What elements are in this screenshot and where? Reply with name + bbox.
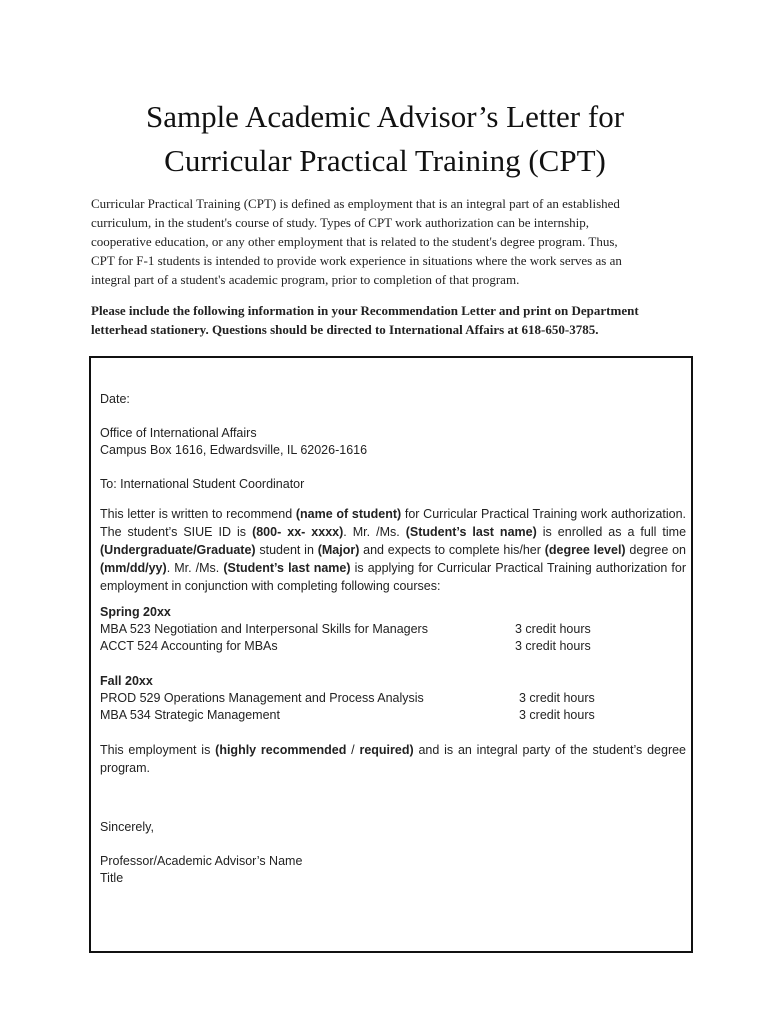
- address-line-2: Campus Box 1616, Edwardsville, IL 62026-1616: [100, 443, 368, 457]
- title-line-1: Sample Academic Advisor’s Letter for: [145, 99, 625, 134]
- course-credits: 3 credit hours: [515, 622, 591, 636]
- body-text: student in: [255, 543, 318, 557]
- placeholder-last-name: (Student’s last name): [223, 561, 351, 575]
- placeholder-last-name: (Student’s last name): [405, 525, 537, 539]
- body-text: and is an integral party of the student’s degree program.: [100, 743, 687, 775]
- course-credits: 3 credit hours: [519, 691, 595, 705]
- course-row: [100, 690, 620, 707]
- instruction-line-1: Please include the following information in your Recommendation Letter and print on Department: [91, 303, 639, 318]
- placeholder-major: (Major): [317, 543, 360, 557]
- body-text: and expects to complete his/her: [359, 543, 545, 557]
- signature-block: [100, 853, 302, 887]
- body-text: is applying for Curricular Practical Training authorization for employment in conjunction with completing following courses:: [100, 561, 687, 593]
- course-row: [100, 621, 620, 638]
- term-block-fall: [100, 673, 620, 724]
- intro-line: curriculum, in the student's course of study. Types of CPT work authorization can be internship,: [91, 215, 589, 230]
- placeholder-student-name: (name of student): [295, 507, 402, 521]
- body-text: This letter is written to recommend: [100, 507, 296, 521]
- course-name: MBA 534 Strategic Management: [100, 708, 280, 722]
- to-line: To: International Student Coordinator: [100, 477, 305, 491]
- signer-title: Title: [100, 871, 124, 885]
- placeholder-recommended: (highly recommended: [215, 743, 347, 757]
- placeholder-required: required): [359, 743, 414, 757]
- course-row: [100, 638, 620, 655]
- intro-line: Curricular Practical Training (CPT) is defined as employment that is an integral part of an established: [91, 196, 620, 211]
- course-name: ACCT 524 Accounting for MBAs: [100, 639, 278, 653]
- placeholder-degree-level: (degree level): [544, 543, 626, 557]
- closing-sincerely: Sincerely,: [100, 820, 154, 834]
- term-heading: Spring 20xx: [100, 605, 171, 619]
- date-label: Date:: [100, 392, 130, 406]
- placeholder-level: (Undergraduate/Graduate): [100, 543, 256, 557]
- document-title: [0, 95, 770, 183]
- course-row: [100, 707, 620, 724]
- course-credits: 3 credit hours: [519, 708, 595, 722]
- intro-line: cooperative education, or any other employment that is related to the student's degree program. Thus,: [91, 234, 618, 249]
- intro-paragraph: [91, 194, 681, 289]
- body-text: for Curricular Practical Training work authorization. The student’s SIUE ID is: [100, 507, 686, 539]
- signer-name: Professor/Academic Advisor’s Name: [100, 854, 303, 868]
- term-block-spring: [100, 604, 620, 655]
- body-text: . Mr. /Ms.: [343, 525, 406, 539]
- address-line-1: Office of International Affairs: [100, 426, 257, 440]
- title-line-2: Curricular Practical Training (CPT): [164, 143, 606, 178]
- placeholder-date: (mm/dd/yy): [100, 561, 167, 575]
- body-text: is enrolled as a full time: [536, 525, 687, 539]
- intro-line: integral part of a student's academic program, prior to completion of that program.: [91, 272, 520, 287]
- body-text: degree on: [625, 543, 686, 557]
- course-credits: 3 credit hours: [515, 639, 591, 653]
- body-text: This employment is: [100, 743, 216, 757]
- course-name: PROD 529 Operations Management and Process Analysis: [100, 691, 424, 705]
- course-name: MBA 523 Negotiation and Interpersonal Skills for Managers: [100, 622, 428, 636]
- term-heading: Fall 20xx: [100, 674, 153, 688]
- instruction-paragraph: [91, 301, 681, 339]
- body-text: /: [346, 743, 360, 757]
- employment-paragraph: [100, 741, 686, 777]
- placeholder-student-id: (800- xx- xxxx): [252, 525, 344, 539]
- letter-body-paragraph: [100, 505, 686, 595]
- body-text: . Mr. /Ms.: [166, 561, 224, 575]
- intro-line: CPT for F-1 students is intended to provide work experience in situations where the work serves as an: [91, 253, 622, 268]
- recipient-address: [100, 425, 367, 459]
- instruction-line-2: letterhead stationery. Questions should be directed to International Affairs at 618-650-3785.: [91, 322, 599, 337]
